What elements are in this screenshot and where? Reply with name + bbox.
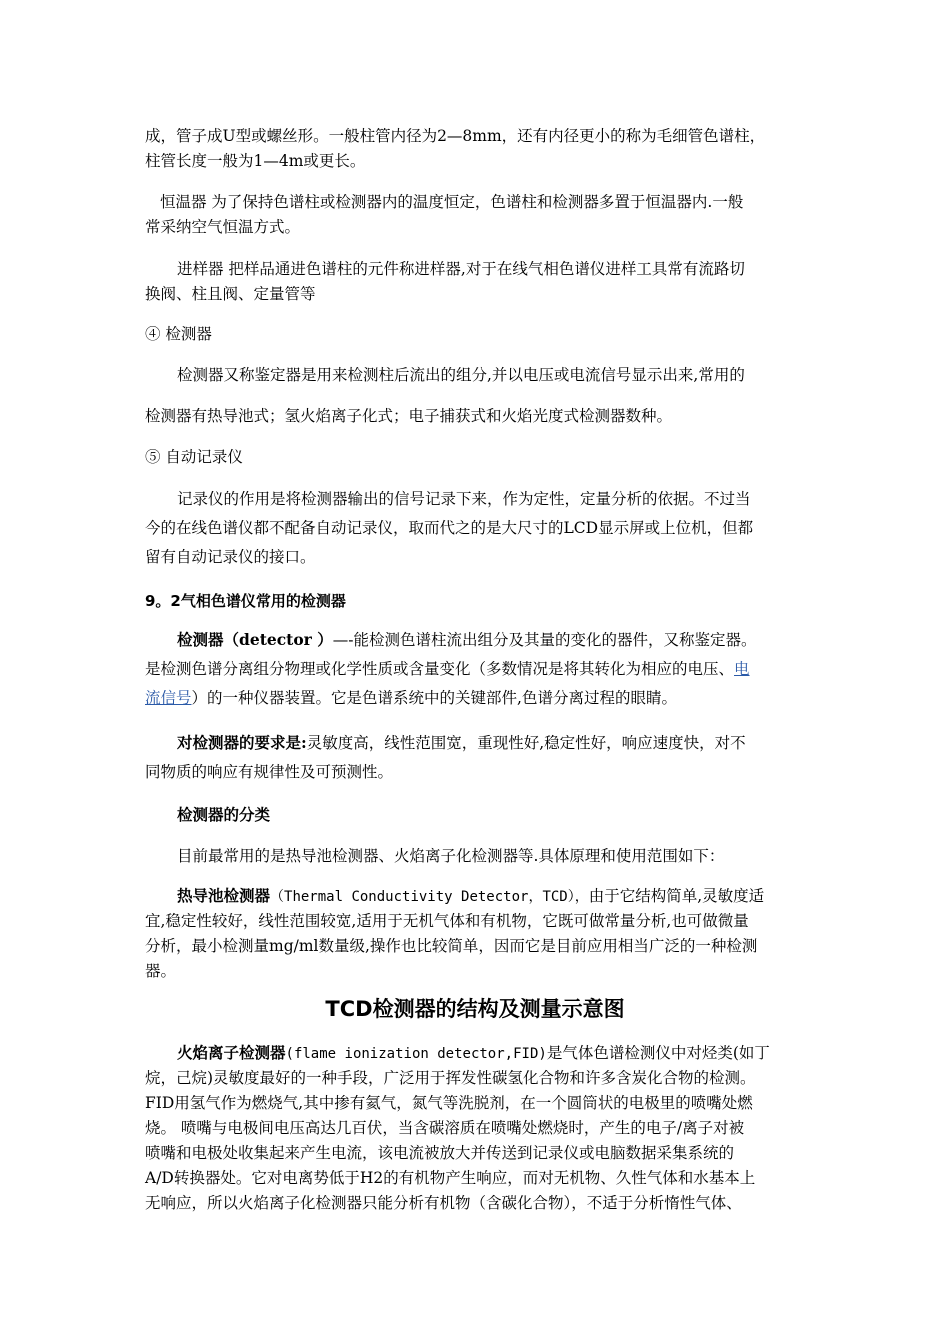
- text-line: [177, 1041, 770, 1066]
- text-span: 由于它结构简单,灵敏度适: [588, 887, 765, 905]
- term-bold: 对检测器的要求是:: [177, 733, 307, 752]
- text-line: 今的在线色谱仪都不配备自动记录仪，取而代之的是大尺寸的LCD显示屏或上位机，但都: [145, 519, 754, 537]
- term-english: (flame ionization detector,FID): [285, 1046, 547, 1062]
- text-line: 器。: [145, 962, 177, 980]
- text-line: 目前最常用的是热导池检测器、火焰离子化检测器等.具体原理和使用范围如下：: [177, 847, 725, 865]
- term-bold: 检测器（detector ）: [177, 630, 333, 649]
- term-bold: 火焰离子检测器: [177, 1043, 286, 1062]
- text-line: 检测器又称鉴定器是用来检测柱后流出的组分,并以电压或电流信号显示出来,常用的: [177, 366, 745, 384]
- text-line: 分析，最小检测量mg/ml数量级,操作也比较简单，因而它是目前应用相当广泛的一种检测: [145, 937, 758, 955]
- section-title: 9。2气相色谱仪常用的检测器: [145, 592, 346, 610]
- text-line: 恒温器 为了保持色谱柱或检测器内的温度恒定，色谱柱和检测器多置于恒温器内.一般: [160, 193, 744, 211]
- figure-title: TCD检测器的结构及测量示意图: [325, 997, 625, 1021]
- current-signal-link[interactable]: 电: [734, 660, 750, 678]
- heading-text: ④ 检测器: [145, 325, 212, 343]
- text-line: 留有自动记录仪的接口。: [145, 548, 316, 566]
- text-line: 成，管子成U型或螺丝形。一般柱管内径为2—8mm，还有内径更小的称为毛细管色谱柱，: [145, 127, 766, 145]
- term-bold: 热导池检测器: [177, 886, 271, 905]
- text-line: [177, 884, 764, 909]
- text-line: 烧。 喷嘴与电极间电压高达几百伏，当含碳溶质在喷嘴处燃烧时，产生的电子/离子对被: [145, 1119, 745, 1137]
- text-span: ）的一种仪器装置。它是色谱系统中的关键部件,色谱分离过程的眼睛。: [191, 689, 677, 707]
- current-signal-link[interactable]: 流信号: [145, 689, 192, 707]
- term-english: （Thermal Conductivity Detector，TCD），: [270, 889, 589, 905]
- text-line: 柱管长度一般为1—4m或更长。: [145, 152, 366, 170]
- text-span: 灵敏度高，线性范围宽，重现性好,稳定性好，响应速度快，对不: [306, 734, 746, 752]
- text-span: —-能检测色谱柱流出组分及其量的变化的器件，又称鉴定器。: [332, 631, 757, 649]
- text-line: [145, 686, 677, 710]
- text-line: [177, 731, 746, 755]
- text-line: 进样器 把样品通进色谱柱的元件称进样器,对于在线气相色谱仪进样工具常有流路切: [177, 260, 745, 278]
- text-line: 喷嘴和电极处收集起来产生电流，该电流被放大并传送到记录仪或电脑数据采集系统的: [145, 1144, 735, 1162]
- text-span: 是气体色谱检测仪中对烃类(如丁: [546, 1044, 770, 1062]
- text-span: 是检测色谱分离组分物理或化学性质或含量变化（多数情况是将其转化为相应的电压、: [145, 660, 735, 678]
- text-line: 同物质的响应有规律性及可预测性。: [145, 763, 394, 781]
- text-line: FID用氢气作为燃烧气,其中掺有氦气，氮气等洗脱剂，在一个圆筒状的电极里的喷嘴处燃: [145, 1094, 753, 1112]
- text-line: 记录仪的作用是将检测器输出的信号记录下来，作为定性，定量分析的依据。不过当: [177, 490, 751, 508]
- text-line: 常采纳空气恒温方式。: [145, 218, 301, 236]
- text-line: 换阀、柱且阀、定量管等: [145, 285, 316, 303]
- text-line: 无响应，所以火焰离子化检测器只能分析有机物（含碳化合物），不适于分析惰性气体、: [145, 1194, 742, 1212]
- heading-text: 检测器的分类: [177, 805, 271, 824]
- text-line: A/D转换器处。它对电离势低于H2的有机物产生响应，而对无机物、久性气体和水基本上: [145, 1169, 756, 1187]
- heading-text: ⑤ 自动记录仪: [145, 448, 243, 466]
- text-line: [145, 657, 750, 681]
- text-line: [177, 628, 756, 652]
- text-line: 检测器有热导池式；氢火焰离子化式；电子捕获式和火焰光度式检测器数种。: [145, 407, 673, 425]
- text-line: 烷，己烷)灵敏度最好的一种手段，广泛用于挥发性碳氢化合物和许多含炭化合物的检测。: [145, 1069, 756, 1087]
- text-line: 宜,稳定性较好，线性范围较宽,适用于无机气体和有机物，它既可做常量分析,也可做微量: [145, 912, 749, 930]
